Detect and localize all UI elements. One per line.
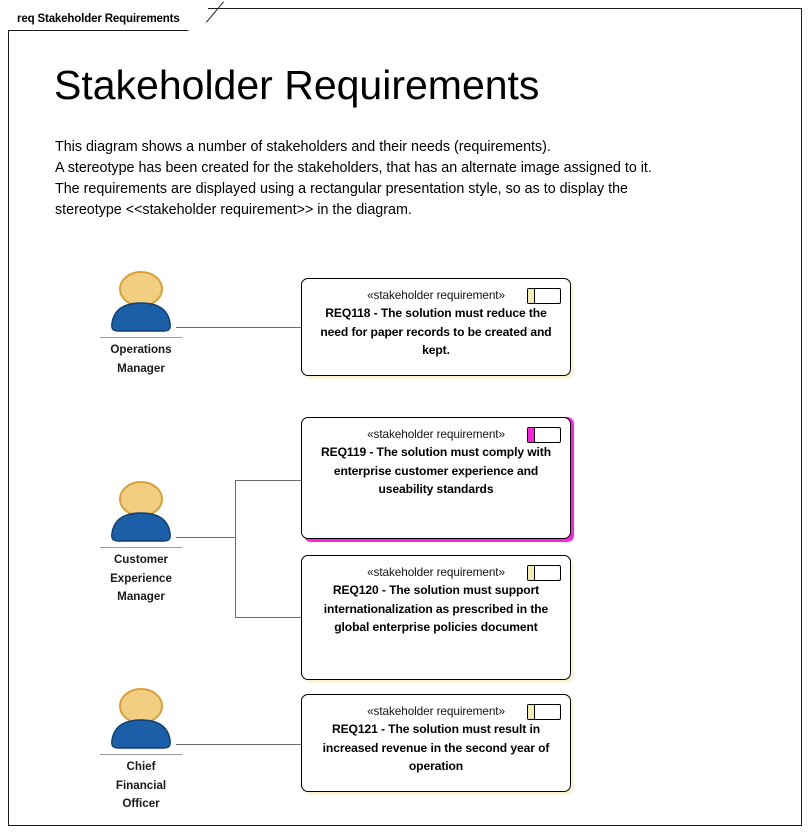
description-line-2: A stereotype has been created for the stakeholders, that has an alternate image assigned to it. [55, 160, 652, 176]
requirement-text: REQ120 - The solution must support internationalization as prescribed in the global enterprise policies document [323, 583, 549, 634]
actor-label [86, 551, 196, 607]
page-title: Stakeholder Requirements [54, 62, 540, 108]
requirement-icon-bar [528, 566, 535, 580]
diagram-frame-tab [8, 8, 208, 31]
actor-label-line: Financial [115, 778, 167, 792]
actor-underline [100, 547, 182, 548]
requirement-icon-bar [528, 428, 535, 442]
description-line-4: stereotype <<stakeholder requirement>> in the diagram. [55, 202, 412, 218]
requirement-text: REQ121 - The solution must result in increased revenue in the second year of operation [322, 722, 550, 773]
actor-label-line: Customer [113, 553, 169, 566]
requirement-req121[interactable] [301, 694, 571, 792]
actor-label-line: Officer [122, 797, 160, 810]
requirement-req118[interactable] [301, 278, 571, 376]
requirement-icon-bar [528, 289, 535, 303]
requirement-stereotype: «stakeholder requirement» [367, 288, 505, 302]
description-line-1: This diagram shows a number of stakeholders and their needs (requirements). [55, 139, 551, 155]
actor-label [86, 341, 196, 378]
actor-underline [100, 754, 182, 755]
actor-label-line: Experience [110, 571, 172, 585]
requirement-stereotype: «stakeholder requirement» [367, 427, 505, 441]
stakeholder-actor-icon [98, 271, 184, 335]
connector-customer-experience-manager-spine[interactable] [235, 480, 236, 618]
requirement-text: REQ119 - The solution must comply with enterprise customer experience and useability standards [320, 445, 552, 496]
requirement-icon [527, 427, 561, 443]
connector-branch-req119[interactable] [235, 480, 301, 481]
requirement-req119[interactable] [301, 417, 571, 539]
requirement-stereotype: «stakeholder requirement» [367, 704, 505, 718]
description-line-3: The requirements are displayed using a rectangular presentation style, so as to display the [55, 181, 628, 197]
requirement-icon [527, 565, 561, 581]
diagram-description [55, 137, 755, 221]
requirement-icon [527, 288, 561, 304]
connector-branch-req120[interactable] [235, 617, 301, 618]
requirement-req120[interactable] [301, 555, 571, 680]
requirement-stereotype: «stakeholder requirement» [367, 565, 505, 579]
actor-label-line: Manager [117, 361, 165, 375]
actor-label-line: Manager [117, 590, 165, 603]
requirement-icon [527, 704, 561, 720]
actor-label [86, 758, 196, 814]
requirement-icon-bar [528, 705, 535, 719]
actor-chief-financial-officer[interactable] [86, 688, 196, 814]
diagram-frame-tab-corner [189, 8, 208, 31]
actor-customer-experience-manager[interactable] [86, 481, 196, 607]
stakeholder-actor-icon [98, 688, 184, 752]
requirement-text: REQ118 - The solution must reduce the need for paper records to be created and kept. [320, 306, 552, 357]
actor-label-line: Operations [110, 343, 172, 356]
stakeholder-actor-icon [98, 481, 184, 545]
diagram-frame-tab-label: req Stakeholder Requirements [17, 13, 180, 25]
actor-label-line: Chief [126, 760, 156, 773]
actor-underline [100, 337, 182, 338]
actor-operations-manager[interactable] [86, 271, 196, 378]
